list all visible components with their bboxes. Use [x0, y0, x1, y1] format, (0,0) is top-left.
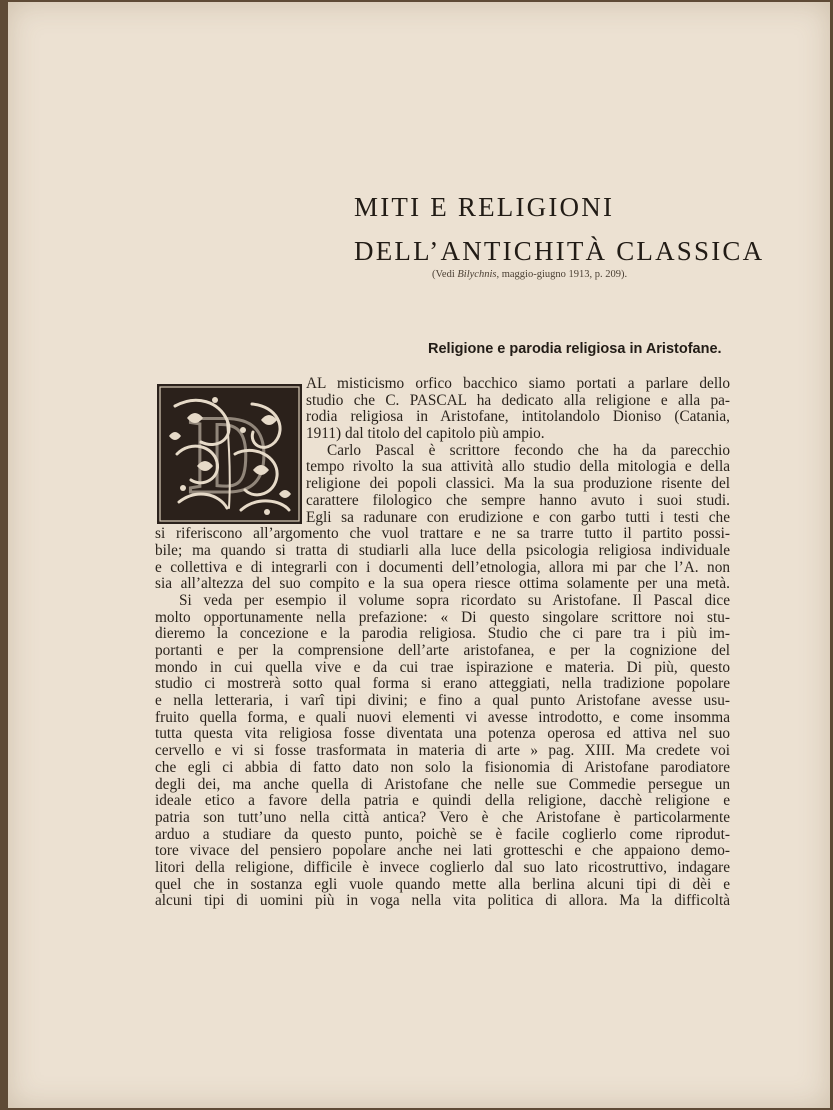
- text-line: mondo in cui quella vive e da cui trae ispirazione e materia. Di più, questo: [155, 659, 730, 676]
- text-line: Egli sa radunare con erudizione e con garbo tutti i testi che: [306, 509, 730, 526]
- text-line: fruito quella forma, e quali nuovi elementi vi avesse introdotto, e come insomma: [155, 709, 730, 726]
- reference-journal: Bilychnis,: [457, 269, 500, 280]
- text-line: patria son tutt’uno nella città antica? Vero è che Aristofane è particolarmente: [155, 809, 730, 826]
- text-line: carattere filologico che sempre hanno avuto i suoi studi.: [306, 492, 730, 509]
- text-line: portanti e per la comprensione dell’arte aristofanea, e per la cognizione del: [155, 643, 730, 659]
- text-line: AL misticismo orfico bacchico siamo portati a parlare dello: [306, 376, 730, 392]
- text-line: degli dei, ma anche quella di Aristofane che nelle sue Commedie persegue un: [155, 776, 730, 793]
- text-line: alcuni tipi di uomini più in voga nella vita politica di allora. Ma la difficoltà: [155, 893, 730, 910]
- text-line: cervello e vi si fosse trasformata in materia di arte » pag. XIII. Ma credete voi: [155, 743, 730, 760]
- reference-prefix: (Vedi: [432, 269, 458, 280]
- section-heading: Religione e parodia religiosa in Aristofane.: [428, 341, 722, 357]
- text-line: bile; ma quando si tratta di studiarli alla luce della psicologia religiosa individuale: [155, 542, 730, 559]
- text-line: arduo a studiare da questo punto, poichè se è facile coglierlo come riprodut-: [155, 826, 730, 843]
- text-line: Si veda per esempio il volume sopra ricordato su Aristofane. Il Pascal dice: [179, 592, 730, 609]
- text-line: e collettiva e di integrarli con i documenti dell’etnologia, allora mi par che l’A. non: [155, 559, 730, 576]
- text-line: sia all’altezza del suo compito e la sua opera riesce ottima solamente per una metà.: [155, 576, 730, 593]
- text-line: ideale etico a favore della patria e quindi della religione, dacchè religione e: [155, 793, 730, 810]
- document-page: [8, 2, 830, 1108]
- text-line: dieremo la concezione e la parodia religiosa. Studio che ci pare tra i più im-: [155, 626, 730, 643]
- text-line: che egli ci abbia di fatto dato non solo la fisionomia di Aristofane parodiatore: [155, 759, 730, 776]
- text-line: molto opportunamente nella prefazione: « Di questo singolare scrittore noi stu-: [155, 609, 730, 626]
- text-line: e nella letteraria, i varî tipi divini; e fino a qual punto Aristofane avesse usu-: [155, 693, 730, 710]
- text-line: rodia religiosa in Aristofane, intitolandolo Dioniso (Catania,: [306, 409, 730, 426]
- text-line: Carlo Pascal è scrittore fecondo che ha da parecchio: [327, 442, 730, 459]
- title-line-1: MITI E RELIGIONI: [354, 192, 615, 222]
- text-line: religione dei popoli classici. Ma la sua produzione risente del: [306, 476, 730, 493]
- text-line: litori della religione, difficile è invece coglierlo dal suo lato ricostruttivo, indagare: [155, 859, 730, 876]
- text-line: si riferiscono all’argomento che vuol trattare e ne sa trarre tutto il partito possi-: [155, 526, 730, 543]
- text-line: studio che C. PASCAL ha dedicato alla religione e alla pa-: [306, 392, 730, 409]
- text-line: quel che in sostanza egli vuole quando mette alla berlina alcuni tipi di dèi e: [155, 876, 730, 893]
- reference-suffix: maggio-giugno 1913, p. 209).: [499, 269, 628, 280]
- title-line-2: DELL’ANTICHITÀ CLASSICA: [354, 236, 765, 266]
- text-line: tutta questa vita religiosa fosse diventata una potenza operosa ed attiva nel suo: [155, 726, 730, 743]
- drop-cap-letter: D: [188, 393, 270, 517]
- page-title: [354, 185, 764, 273]
- text-line: tore vivace del pensiero popolare anche nei lati grotteschi e che appaiono demo-: [155, 843, 730, 860]
- reference-note: [432, 269, 627, 280]
- text-line: tempo rivolto la sua attività allo studio della mitologia e della: [306, 459, 730, 476]
- text-line: studio ci mostrerà sotto qual forma si erano atteggiati, nella tradizione popolare: [155, 676, 730, 693]
- text-line: 1911) dal titolo del capitolo più ampio.: [306, 426, 545, 443]
- article-body: [155, 376, 730, 910]
